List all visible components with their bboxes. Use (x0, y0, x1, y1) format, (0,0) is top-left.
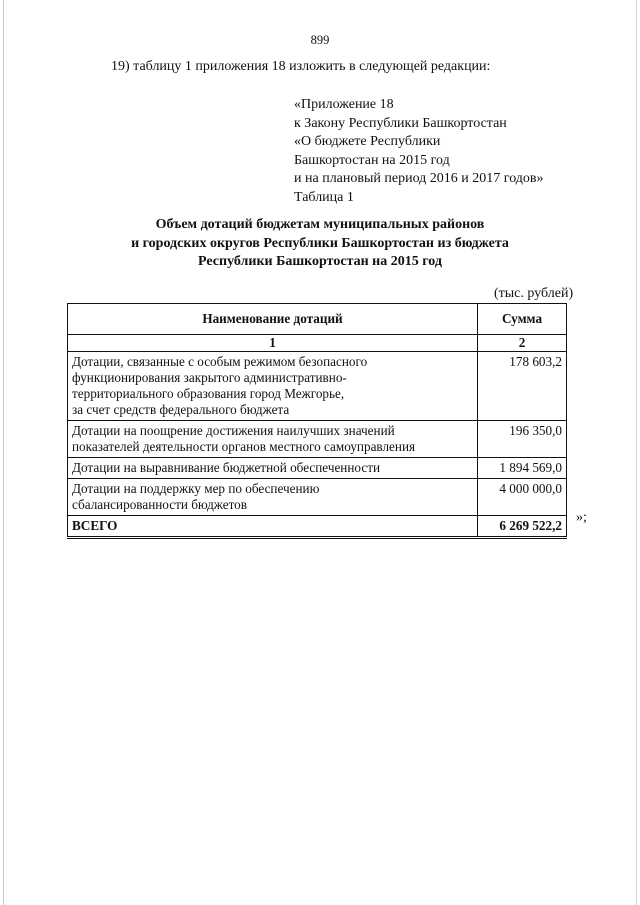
page-edge-left (3, 0, 4, 905)
table-header-row (68, 304, 567, 335)
table-row (68, 479, 567, 516)
row-name (68, 421, 478, 458)
appendix-line: Башкортостан на 2015 год (294, 152, 450, 168)
table-title-line: и городских округов Республики Башкортостан из бюджета (131, 235, 509, 251)
total-row (68, 516, 567, 538)
row-name-line: Дотации на поддержку мер по обеспечению (72, 481, 320, 496)
row-amount: 178 603,2 (478, 352, 567, 421)
page-number: 899 (310, 33, 330, 47)
table-title (0, 216, 640, 272)
instruction-text: 19) таблицу 1 приложения 18 изложить в следующей редакции: (111, 59, 491, 74)
header-name: Наименование дотаций (68, 304, 478, 335)
row-name-line: Дотации на поощрение достижения наилучших значений (72, 423, 395, 438)
row-name-line: показателей деятельности органов местного самоуправления (72, 439, 416, 454)
row-amount: 1 894 569,0 (478, 458, 567, 479)
subsidies-table (67, 303, 567, 539)
row-name-line: за счет средств федерального бюджета (72, 402, 290, 417)
appendix-line: «О бюджете Республики (294, 134, 441, 149)
row-name-line: территориального образования город Межгорье, (72, 386, 345, 401)
appendix-line: к Закону Республики Башкортостан (294, 115, 507, 131)
appendix-line: Таблица 1 (294, 189, 354, 205)
row-name-line: сбалансированности бюджетов (72, 497, 247, 512)
row-name (68, 352, 478, 421)
header-amount: Сумма (478, 304, 567, 335)
column-number-row (68, 335, 567, 352)
row-name (68, 458, 478, 479)
column-number: 2 (478, 335, 567, 352)
total-label: ВСЕГО (68, 516, 478, 538)
row-name-line: Дотации на выравнивание бюджетной обеспеченности (72, 460, 381, 475)
column-number: 1 (68, 335, 478, 352)
table-row (68, 458, 567, 479)
appendix-header (294, 96, 544, 207)
table-title-line: Республики Башкортостан на 2015 год (198, 254, 442, 269)
row-amount: 196 350,0 (478, 421, 567, 458)
appendix-line: и на плановый период 2016 и 2017 годов» (294, 171, 544, 186)
units-label: (тыс. рублей) (494, 286, 574, 301)
total-amount: 6 269 522,2 (478, 516, 567, 538)
page-edge-right (636, 0, 637, 905)
appendix-line: «Приложение 18 (294, 97, 394, 112)
table-row (68, 352, 567, 421)
row-name-line: Дотации, связанные с особым режимом безопасного (72, 354, 368, 369)
row-amount: 4 000 000,0 (478, 479, 567, 516)
closing-quote-mark: »; (576, 510, 587, 525)
row-name (68, 479, 478, 516)
table-row (68, 421, 567, 458)
row-name-line: функционирования закрытого административно- (72, 370, 347, 385)
table-title-line: Объем дотаций бюджетам муниципальных районов (155, 217, 485, 232)
